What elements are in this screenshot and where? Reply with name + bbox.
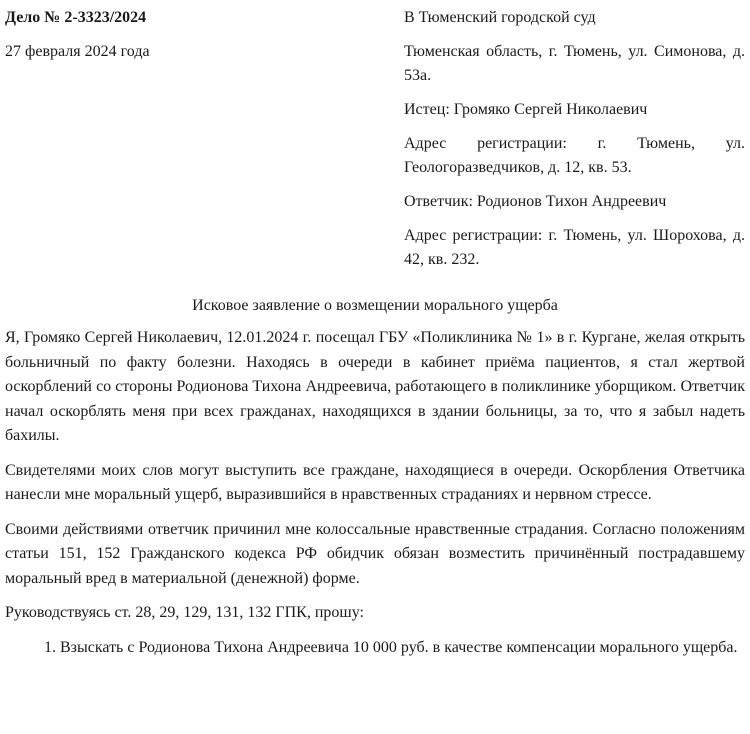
document-header (0, 0, 750, 290)
paragraph-request-intro: Руководствуясь ст. 28, 29, 129, 131, 132 ГПК, прошу: (5, 604, 364, 621)
case-number: Дело № 2-3323/2024 (5, 9, 147, 26)
defendant-name: Ответчик: Родионов Тихон Андреевич (404, 193, 667, 210)
document-date: 27 февраля 2024 года (5, 43, 150, 60)
document-title: Исковое заявление о возмещении морального ущерба (192, 297, 558, 314)
defendant-address: Адрес регистрации: г. Тюмень, ул. Шорохова, д. 42, кв. 232. (404, 227, 745, 268)
case-info (5, 6, 365, 64)
paragraph-circumstances: Я, Громяко Сергей Николаевич, 12.01.2024 г. посещал ГБУ «Поликлиника № 1» в г. Кургане, желая открыть больничный по факту болезни. Находясь в очереди в кабинет приёма пациентов, я стал жертвой оскорблений со стороны Родионова Тихона Андреевича, работающего в поликлинике уборщиком. Ответчик начал оскорблять меня при всех гражданах, находящихся в здании больницы, за то, что я забыл надеть бахилы. (5, 329, 745, 444)
request-item: 1. Взыскать с Родионова Тихона Андреевича 10 000 руб. в качестве компенсации морального ущерба. (60, 636, 745, 661)
plaintiff-name: Истец: Громяко Сергей Николаевич (404, 101, 648, 118)
parties-block (404, 6, 745, 282)
court-address: Тюменская область, г. Тюмень, ул. Симонова, д. 53а. (404, 43, 745, 84)
paragraph-witnesses: Свидетелями моих слов могут выступить все граждане, находящиеся в очереди. Оскорбления Ответчика нанесли мне моральный ущерб, выразившийся в нравственных страданиях и нервном стрессе. (5, 461, 745, 503)
court-name: В Тюменский городской суд (404, 9, 596, 26)
requests-list (5, 636, 745, 661)
paragraph-legal-basis: Своими действиями ответчик причинил мне колоссальные нравственные страдания. Согласно положениям статьи 151, 152 Гражданского кодекса РФ обидчик обязан возместить причинённый пострадавшему моральный вред в материальной (денежной) форме. (5, 520, 745, 587)
plaintiff-address: Адрес регистрации: г. Тюмень, ул. Геологоразведчиков, д. 12, кв. 53. (404, 135, 745, 176)
document-body (5, 326, 745, 660)
